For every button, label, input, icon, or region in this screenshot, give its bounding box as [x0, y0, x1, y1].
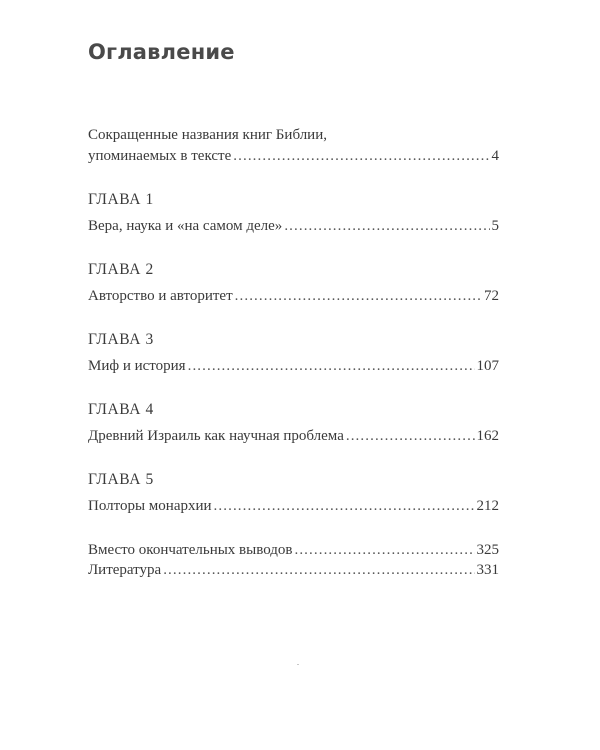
dot-leader [214, 496, 475, 516]
dot-leader [188, 356, 475, 376]
toc-intro-page: 4 [491, 148, 499, 164]
chapter-2-page: 72 [484, 288, 499, 304]
toc-chapter-1[interactable] [88, 190, 499, 236]
toc-intro-entry[interactable] [88, 124, 499, 166]
literature-page: 331 [476, 562, 499, 578]
chapter-3-line [88, 356, 499, 376]
toc-chapter-5[interactable] [88, 470, 499, 516]
page-title: Оглавление [88, 40, 235, 64]
toc-conclusions-entry[interactable] [88, 540, 499, 560]
conclusions-page: 325 [476, 542, 499, 558]
chapter-1-label: ГЛАВА 1 [88, 191, 154, 208]
page-speck [297, 664, 299, 665]
chapter-5-title: Полторы монархии [88, 498, 212, 514]
chapter-2-title: Авторство и авторитет [88, 288, 233, 304]
chapter-5-label: ГЛАВА 5 [88, 471, 154, 488]
chapter-2-line [88, 286, 499, 306]
table-of-contents [88, 124, 499, 580]
dot-leader [233, 146, 489, 166]
chapter-3-page: 107 [476, 358, 499, 374]
chapter-1-line [88, 216, 499, 236]
dot-leader [346, 426, 475, 446]
toc-closing-entries [88, 540, 499, 580]
toc-chapter-3[interactable] [88, 330, 499, 376]
toc-chapter-4[interactable] [88, 400, 499, 446]
dot-leader [294, 540, 474, 560]
toc-chapter-2[interactable] [88, 260, 499, 306]
dot-leader [235, 286, 482, 306]
dot-leader [163, 560, 474, 580]
toc-intro-title-line1: Сокращенные названия книг Библии, [88, 127, 327, 143]
chapter-4-line [88, 426, 499, 446]
chapter-3-title: Миф и история [88, 358, 186, 374]
toc-intro-title-line2: упоминаемых в тексте [88, 148, 232, 164]
chapter-5-page: 212 [476, 498, 499, 514]
chapter-2-label: ГЛАВА 2 [88, 261, 154, 278]
chapter-4-title: Древний Израиль как научная проблема [88, 428, 344, 444]
dot-leader [284, 216, 489, 236]
chapter-4-page: 162 [476, 428, 499, 444]
chapter-4-label: ГЛАВА 4 [88, 401, 154, 418]
literature-title: Литература [88, 562, 162, 578]
chapter-3-label: ГЛАВА 3 [88, 331, 154, 348]
toc-intro-line [88, 146, 499, 166]
chapter-1-page: 5 [491, 218, 499, 234]
chapter-5-line [88, 496, 499, 516]
chapter-1-title: Вера, наука и «на самом деле» [88, 218, 283, 234]
toc-literature-entry[interactable] [88, 560, 499, 580]
conclusions-title: Вместо окончательных выводов [88, 542, 293, 558]
